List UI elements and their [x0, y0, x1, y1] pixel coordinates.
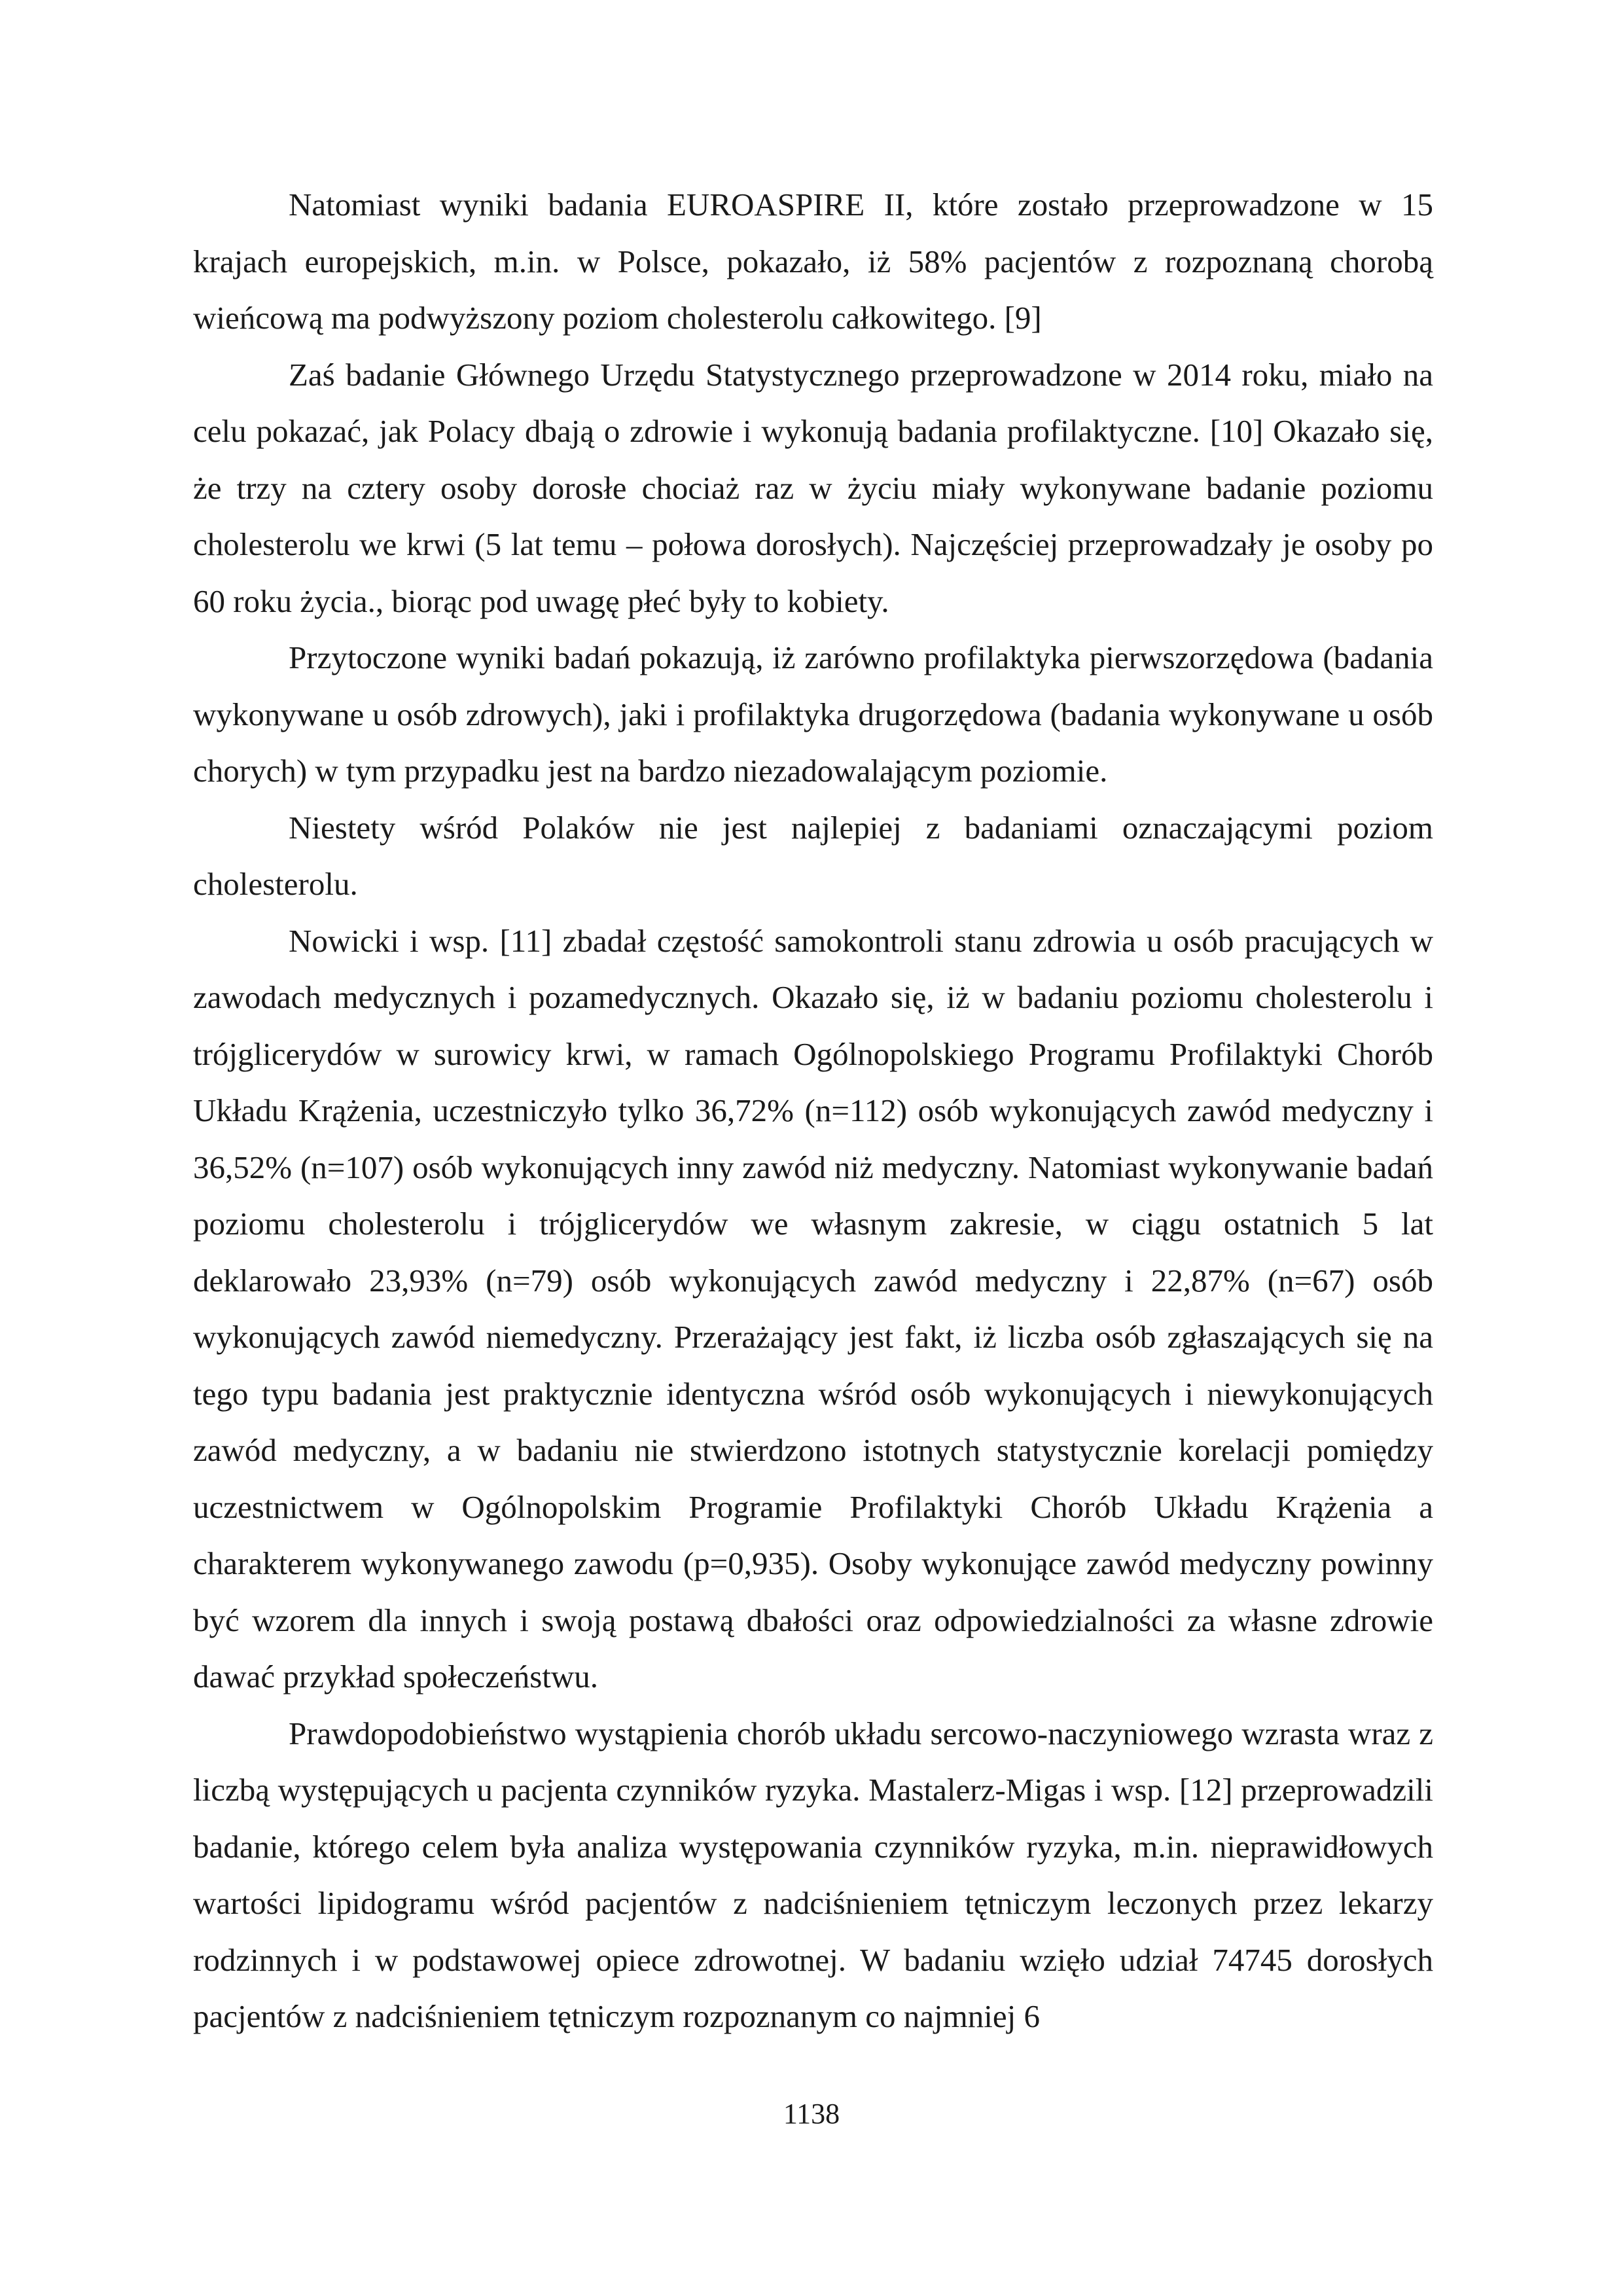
paragraph-mastalerz-migas-study: Prawdopodobieństwo wystąpienia chorób układu sercowo-naczyniowego wzrasta wraz z liczbą występujących u pacjenta czynników ryzyka. Mastalerz-Migas i wsp. [12] przeprowadzili badanie, którego celem była analiza występowania czynników ryzyka, m.in. nieprawidłowych wartości lipidogramu wśród pacjentów z nadciśnieniem tętniczym leczonych przez lekarzy rodzinnych i w podstawowej opiece zdrowotnej. W badaniu wzięło udział 74745 dorosłych pacjentów z nadciśnieniem tętniczym rozpoznanym co najmniej 6	[193, 1715, 1433, 2034]
paragraph-euroaspire: Natomiast wyniki badania EUROASPIRE II, które zostało przeprowadzone w 15 krajach europejskich, m.in. w Polsce, pokazało, iż 58% pacjentów z rozpoznaną chorobą wieńcową ma podwyższony poziom cholesterolu całkowitego. [9]	[193, 187, 1433, 336]
paragraph-cholesterol-testing: Niestety wśród Polaków nie jest najlepiej z badaniami oznaczającymi poziom cholesterolu.	[193, 809, 1433, 902]
page-number: 1138	[783, 2098, 840, 2130]
paragraph-gus-study: Zaś badanie Głównego Urzędu Statystycznego przeprowadzone w 2014 roku, miało na celu pokazać, jak Polacy dbają o zdrowie i wykonują badania profilaktyczne. [10] Okazało się, że trzy na cztery osoby dorosłe chociaż raz w życiu miały wykonywane badanie poziomu cholesterolu we krwi (5 lat temu – połowa dorosłych). Najczęściej przeprowadzały je osoby po 60 roku życia., biorąc pod uwagę płeć były to kobiety.	[193, 356, 1433, 619]
paragraph-nowicki-study: Nowicki i wsp. [11] zbadał częstość samokontroli stanu zdrowia u osób pracujących w zawodach medycznych i pozamedycznych. Okazało się, iż w badaniu poziomu cholesterolu i trójglicerydów w surowicy krwi, w ramach Ogólnopolskiego Programu Profilaktyki Chorób Układu Krążenia, uczestniczyło tylko 36,72% (n=112) osób wykonujących zawód medyczny i 36,52% (n=107) osób wykonujących inny zawód niż medyczny. Natomiast wykonywanie badań poziomu cholesterolu i trójglicerydów we własnym zakresie, w ciągu ostatnich 5 lat deklarowało 23,93% (n=79) osób wykonujących zawód medyczny i 22,87% (n=67) osób wykonujących zawód niemedyczny. Przerażający jest fakt, iż liczba osób zgłaszających się na tego typu badania jest praktycznie identyczna wśród osób wykonujących i niewykonujących zawód medyczny, a w badaniu nie stwierdzono istotnych statystycznie korelacji pomiędzy uczestnictwem w Ogólnopolskim Programie Profilaktyki Chorób Układu Krążenia a charakterem wykonywanego zawodu (p=0,935). Osoby wykonujące zawód medyczny powinny być wzorem dla innych i swoją postawą dbałości oraz odpowiedzialności za własne zdrowie dawać przykład społeczeństwu.	[193, 922, 1433, 1695]
paragraph-prevention-results: Przytoczone wyniki badań pokazują, iż zarówno profilaktyka pierwszorzędowa (badania wykonywane u osób zdrowych), jaki i profilaktyka drugorzędowa (badania wykonywane u osób chorych) w tym przypadku jest na bardzo niezadowalającym poziomie.	[193, 639, 1433, 789]
body-text	[193, 177, 1433, 2045]
